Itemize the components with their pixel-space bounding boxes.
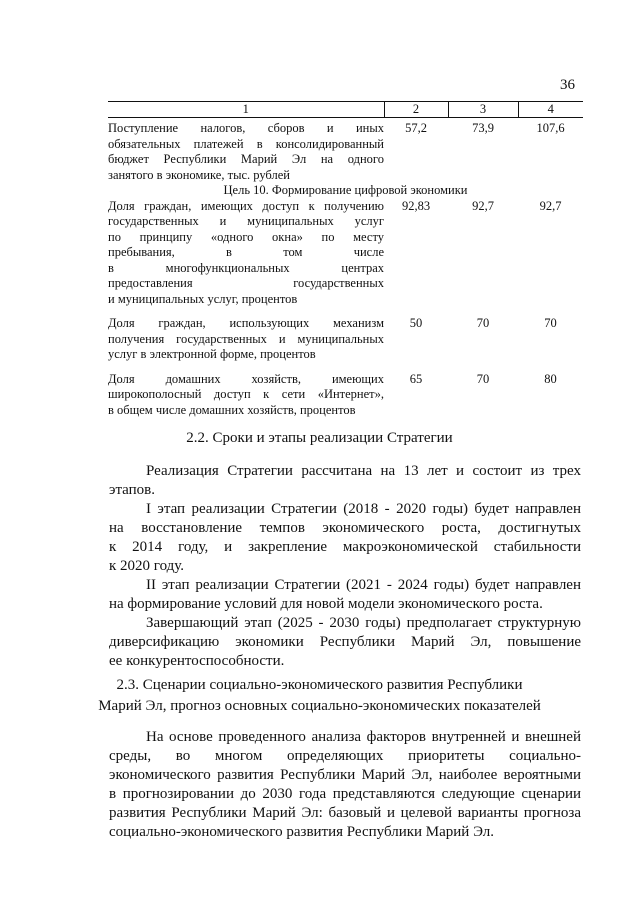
value-cell: 107,6	[536, 121, 565, 135]
value-cell: 80	[544, 371, 557, 386]
value-cell: 57,2	[405, 121, 427, 135]
table-header-row	[108, 102, 583, 118]
text-line: развития Республики Марий Эл: базовый и целевой варианты прогноза	[109, 805, 581, 821]
indicator-cell	[108, 199, 384, 308]
section-2-3-heading-line2: Марий Эл, прогноз основных социально-экономических показателей	[98, 698, 541, 714]
text-line: ее конкурентоспособности.	[109, 653, 285, 669]
text-line: экономического развития Республики Марий Эл, наиболее вероятными	[109, 767, 581, 783]
section-2-2-heading: 2.2. Сроки и этапы реализации Стратегии	[186, 430, 453, 446]
goal-row	[108, 183, 583, 199]
value-cell: 70	[476, 316, 490, 330]
indicator-text: широкополосный доступ к сети «Интернет»,	[108, 387, 384, 401]
section-2-3-heading-line1: 2.3. Сценарии социально-экономического развития Республики	[116, 677, 523, 693]
text-line: на восстановление темпов экономического роста, достигнутых	[109, 520, 581, 536]
text-line: этапов.	[109, 482, 155, 498]
indicator-text: и муниципальных услуг, процентов	[108, 291, 298, 306]
value-cell: 92,7	[472, 198, 494, 213]
column-header: 2	[384, 102, 448, 118]
value-cell: 50	[409, 316, 423, 330]
indicator-text: в общем числе домашних хозяйств, процентов	[108, 402, 356, 417]
goal-heading: Цель 10. Формирование цифровой экономики	[223, 183, 468, 197]
table-row	[108, 118, 583, 184]
value-cell: 70	[476, 371, 490, 386]
column-header: 4	[518, 102, 583, 118]
column-header: 1	[108, 102, 384, 118]
value-cell: 92,7	[539, 198, 562, 213]
indicator-text: Поступление налогов, сборов и иных	[108, 121, 384, 135]
section-2-2-body	[109, 462, 581, 671]
indicator-text: занятого в экономике, тыс. рублей	[108, 167, 290, 182]
indicator-text: получения государственных и муниципальных	[108, 331, 384, 346]
value-cell: 92,83	[401, 198, 431, 213]
text-line: I этап реализации Стратегии (2018 - 2020 годы) будет направлен	[146, 501, 581, 517]
indicator-text: Доля домашних хозяйств, имеющих	[108, 371, 384, 386]
text-line: социально-экономического развития Республики Марий Эл.	[109, 824, 495, 840]
indicator-text: Доля граждан, имеющих доступ к получению	[108, 198, 384, 213]
value-cell: 70	[544, 316, 557, 330]
page-number: 36	[560, 77, 575, 93]
indicator-text: Доля граждан, использующих механизм	[108, 316, 384, 330]
text-line: диверсификацию экономики Республики Марий Эл, повышение	[109, 634, 581, 650]
value-cell: 65	[409, 371, 423, 386]
column-header: 3	[448, 102, 518, 118]
indicator-text: обязательных платежей в консолидированный	[108, 136, 384, 151]
indicator-cell	[108, 363, 384, 419]
value-cell: 73,9	[472, 121, 494, 135]
indicator-text: по принципу «одного окна» по месту	[108, 229, 384, 244]
text-line: среды, во многом определяющих приоритеты социально-	[109, 748, 581, 764]
indicator-text: услуг в электронной форме, процентов	[108, 347, 316, 361]
indicator-text: государственных и муниципальных услуг	[108, 214, 384, 228]
text-line: в прогнозировании до 2030 года представляются следующие сценарии	[109, 786, 581, 802]
indicator-text: бюджет Республики Марий Эл на одного	[108, 152, 384, 166]
indicator-cell	[108, 118, 384, 184]
table-row	[108, 363, 583, 419]
table-row	[108, 307, 583, 363]
text-line: к 2020 году.	[109, 558, 185, 574]
indicator-cell	[108, 307, 384, 363]
table-row	[108, 199, 583, 308]
indicator-text: в многофункциональных центрах	[108, 260, 384, 275]
text-line: на формирование условий для новой модели экономического роста.	[109, 596, 543, 612]
text-line: II этап реализации Стратегии (2021 - 2024 годы) будет направлен	[146, 577, 581, 593]
indicators-table	[108, 101, 583, 418]
indicator-text: предоставления государственных	[108, 276, 384, 290]
text-line: Реализация Стратегии рассчитана на 13 лет и состоит из трех	[146, 463, 581, 479]
text-line: Завершающий этап (2025 - 2030 годы) предполагает структурную	[146, 615, 581, 631]
indicator-text: пребывания, в том числе	[108, 245, 384, 259]
text-line: На основе проведенного анализа факторов внутренней и внешней	[146, 729, 581, 745]
section-2-3-body	[109, 728, 581, 842]
text-line: к 2014 году, и закрепление макроэкономической стабильности	[109, 539, 581, 555]
